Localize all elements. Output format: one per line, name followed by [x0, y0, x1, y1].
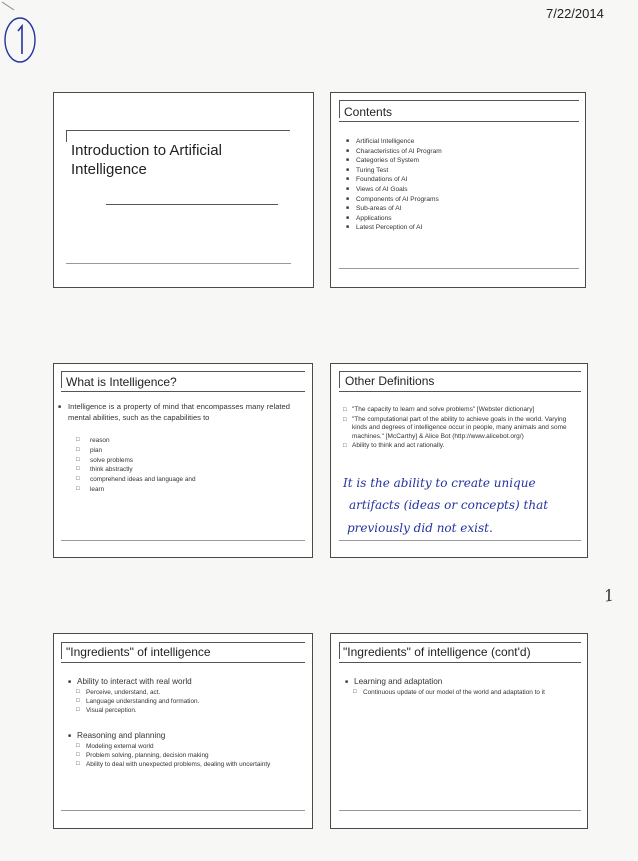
list-item: ■ Sub-areas of AI	[346, 204, 442, 214]
slide-title: What is Intelligence?	[66, 375, 177, 389]
section-heading: ■ Reasoning and planning	[68, 731, 165, 740]
definition-text: ■ Intelligence is a property of mind that encompasses many related mental abilities, such as the capabilities to	[68, 402, 290, 423]
list-item: □ Ability to think and act rationally.	[343, 442, 567, 451]
list-item: □ Continuous update of our model of the world and adaptation to it	[353, 688, 553, 697]
handwritten-circled-number	[0, 0, 50, 70]
slide-introduction	[53, 92, 314, 288]
list-item: ■ Latest Perception of AI	[346, 223, 442, 233]
list-item: □ "The computational part of the ability to achieve goals in the world. Varying kinds and degrees of intelligence occur in people, many animals and some machines." [McCarthy] & Alice Bot (http://www.alicebot.org/)	[343, 416, 567, 442]
list-item: □ Problem solving, planning, decision making	[76, 751, 298, 760]
handwritten-note-line: artifacts (ideas or concepts) that	[349, 498, 549, 512]
slide-other-definitions	[330, 363, 588, 558]
list-item: □ reason	[76, 436, 196, 446]
handwritten-note-line: It is the ability to create unique	[343, 476, 536, 490]
capabilities-list	[76, 436, 196, 495]
list-item: □ learn	[76, 485, 196, 495]
handwritten-page-mark: 1	[602, 585, 616, 606]
date-header: 7/22/2014	[546, 6, 604, 21]
sub-list	[353, 688, 553, 697]
sub-list	[76, 742, 298, 770]
slide-contents	[330, 92, 586, 288]
section-heading: ■ Learning and adaptation	[345, 677, 442, 686]
list-item: □ plan	[76, 446, 196, 456]
handwritten-note-line: previously did not exist.	[347, 521, 493, 535]
list-item: □ "The capacity to learn and solve problems" [Webster dictionary]	[343, 406, 567, 415]
slide-title: Contents	[344, 105, 393, 119]
list-item: □ comprehend ideas and language and	[76, 475, 196, 485]
list-item: ■ Categories of System	[346, 156, 442, 166]
slide-title: Other Definitions	[345, 374, 435, 388]
sub-list	[76, 688, 296, 716]
list-item: □ Modeling external world	[76, 742, 298, 751]
list-item: ■ Turing Test	[346, 166, 442, 176]
section-heading: ■ Ability to interact with real world	[68, 677, 192, 686]
list-item: ■ Views of AI Goals	[346, 185, 442, 195]
slide-title: "Ingredients" of intelligence (cont'd)	[343, 645, 531, 659]
list-item: □ Ability to deal with unexpected problems, dealing with uncertainty	[76, 760, 298, 769]
list-item: □ think abstractly	[76, 465, 196, 475]
list-item: ■ Applications	[346, 214, 442, 224]
list-item: □ Visual perception.	[76, 706, 296, 715]
list-item: □ Perceive, understand, act.	[76, 688, 296, 697]
list-item: □ Language understanding and formation.	[76, 697, 296, 706]
list-item: ■ Foundations of AI	[346, 175, 442, 185]
slide-title: Introduction to Artificial Intelligence	[71, 142, 222, 178]
list-item: ■ Components of AI Programs	[346, 195, 442, 205]
list-item: ■ Artificial Intelligence	[346, 137, 442, 147]
slide-title: "Ingredients" of intelligence	[66, 645, 211, 659]
slide-ingredients	[53, 633, 313, 829]
contents-list	[346, 137, 442, 233]
slide-ingredients-contd	[330, 633, 588, 829]
definitions-list	[343, 406, 567, 452]
list-item: □ solve problems	[76, 456, 196, 466]
list-item: ■ Characteristics of AI Program	[346, 147, 442, 157]
slide-what-is-intelligence	[53, 363, 313, 558]
